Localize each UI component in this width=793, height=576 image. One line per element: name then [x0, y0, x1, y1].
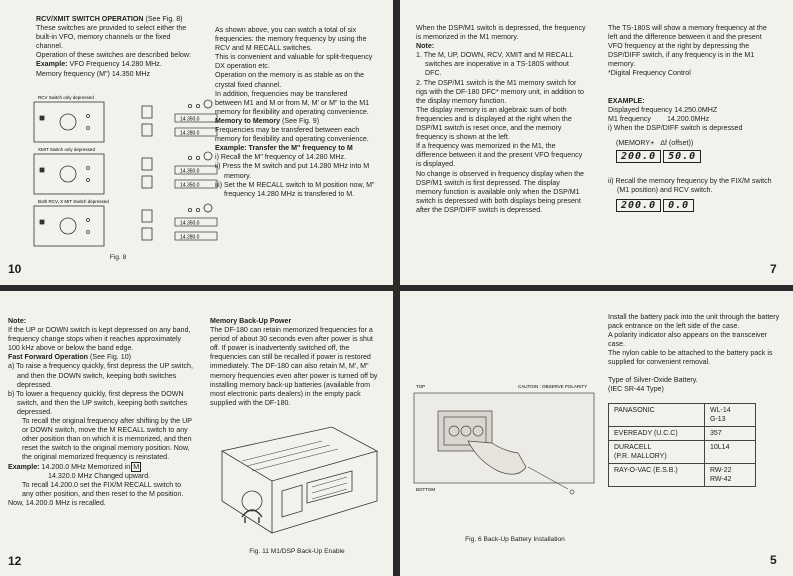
backup-heading: Memory Back-Up Power [210, 317, 292, 325]
p12-example-line2: 14.320.0 MHz Changed upward. [48, 471, 151, 480]
rcv-xmit-intro: These switches are provided to select either the built-in VFO, memory channels or the fixed channel. [36, 24, 187, 51]
p5-nylon-text: The nylon cable to be attached to the battery pack is supplied for convenient removal. [608, 349, 773, 367]
fig8-lcd-5: 14.350.0 [180, 220, 200, 227]
p12-example-line3: To recall 14.200.0 set the FIX/M RECALL switch to any other position, and then reset to the M position. [22, 480, 184, 498]
ffo-ref: (See Fig. 10) [90, 353, 132, 362]
p7-lcd-1b: 50.0 [663, 150, 701, 163]
p7-step-2: ii) Recall the memory frequency by the FIX/M switch (M1 position) and RCV switch. [608, 177, 772, 195]
p7-note-1: 1. The M, UP, DOWN, RCV, XMIT and M RECALL switches are inoperative in a TS-180S without DFC. [416, 51, 574, 78]
page-number-7: 7 [770, 262, 777, 276]
p12-example-line4: Now, 14.200.0 MHz is recalled. [8, 498, 106, 507]
m2m-heading: Memory to Memory [215, 116, 281, 125]
p5-type-sub: (IEC SR-44 Type) [608, 384, 664, 393]
ffo-step-c: To recall the original frequency after shifting by the UP or DOWN switch, move the M RECALL switch to any other position than on which it is memorized, and then reset the switch to the original memory position. Now, the original memorized frequency is reinstated. [22, 417, 192, 462]
battery-brand: PANASONIC [609, 404, 705, 427]
p5-install-text: Install the battery pack into the unit through the battery pack entrance on the left side of the case. [608, 313, 780, 331]
fig8-lcd-4: 14.350.0 [180, 182, 200, 189]
fig6-top-label: TOP [416, 384, 426, 389]
page-number-5: 5 [770, 553, 777, 567]
battery-row [609, 464, 756, 487]
page-number-10: 10 [8, 262, 22, 276]
transfer-step-3: iii) Set the M RECALL switch to M position now, M" frequency 14.280 MHz is transfered to M. [215, 180, 375, 198]
battery-model: 357 [705, 427, 756, 441]
p7-m1-value: 14.200.0MHz [666, 114, 710, 123]
page5-right-column [608, 313, 780, 394]
ffo-step-a: a) To raise a frequency quickly, first depress the UP switch, and then the DOWN switch, keeping both switches depressed. [8, 362, 193, 389]
fig8-lcd-6: 14.280.0 [180, 234, 200, 241]
battery-model: WL-14 G-13 [705, 404, 756, 427]
fig6-caution-label: CAUTION : OBSERVE POLARITY [518, 384, 588, 389]
p10-right-para-1: As shown above, you can watch a total of six frequencies: the memory frequency by using the RCV and M RECALL switches. [215, 26, 367, 53]
p7-body-2: If a frequency was memorized in the M1, the difference between it and the present VFO frequency is displayed. [416, 142, 583, 169]
p7-m1-label: M1 frequency [608, 114, 651, 123]
battery-model: 10L14 [705, 441, 756, 464]
p12-example-box: M [133, 462, 140, 471]
page-7 [400, 0, 793, 285]
p7-displayed-value: 14.250.0MHZ [674, 105, 718, 114]
fig11-illustration [212, 421, 382, 539]
p7-example-label: EXAMPLE: [608, 96, 645, 105]
example-memory: Memory frequency (M") 14.350 MHz [36, 69, 151, 78]
page7-right-column [608, 24, 778, 212]
p7-col2-intro: The TS-180S will show a memory frequency at the left and the difference between it and the present VFO frequency at the right by depressing the DSP/DIFF switch, if any frequency is in the M1 memory. [608, 24, 767, 69]
p7-footnote: *Digital Frequency Control [608, 69, 691, 78]
transfer-step-1: i) Recall the M" frequency of 14.280 MHz. [215, 153, 347, 162]
p7-body-1: The display memory is an algebraic sum of both frequencies and is displayed at the right when the DSP/M1 switch is reset once, and the memory frequency is shown at the left. [416, 105, 572, 142]
page-number-12: 12 [8, 554, 22, 568]
example-label: Example: [36, 60, 68, 69]
page7-left-column [416, 24, 586, 215]
p7-body-3: No change is observed in frequency display when the DSP/M1 switch is first depressed. The display memory function is available only when the DSP/M1 switch is depressed with both displays being present after the DSP/DIFF switch is depressed. [416, 169, 584, 214]
p7-note-label: Note: [416, 42, 435, 51]
battery-brand: EVEREADY (U.C.C) [609, 427, 705, 441]
battery-brand: RAY-O-VAC (E.S.B.) [609, 464, 705, 487]
p7-offset-label: Δf (offset)) [660, 138, 694, 147]
rcv-xmit-heading: RCV/XMIT SWITCH OPERATION [36, 15, 144, 23]
fig8-label-1: RCV Switch only depressed [38, 95, 94, 100]
ffo-heading: Fast Forward Operation [8, 353, 89, 362]
p5-polarity-text: A polarity indicator also appears on the transceiver case. [608, 331, 767, 349]
fig6-caption: Fig. 6 Back-Up Battery Installation [465, 536, 565, 543]
p12-example-line1: 14.200.0 MHz Memorized in [41, 462, 131, 471]
p7-intro: When the DSP/M1 switch is depressed, the frequency is memorized in the M1 memory. [416, 24, 586, 42]
p5-type-label: Type of Silver-Oxide Battery. [608, 375, 698, 384]
rcv-xmit-intro2: Operation of these switches are described below: [36, 51, 191, 60]
p10-right-para-4: In addition, frequencies may be transfered between M1 and M or from M, M' or M" to the M1 memory for flexibility and operating convenience. [215, 89, 370, 116]
m2m-text: Frequencies may be transfered between each memory for flexibility and operating convenience. [215, 126, 369, 144]
fig11-caption: Fig. 11 M1/DSP Back-Up Enable [249, 548, 345, 555]
fig6-bottom-label: BOTTOM [416, 487, 436, 492]
fig8-lcd-1: 14.350.0 [180, 116, 200, 123]
battery-row [609, 404, 756, 427]
page-5 [400, 291, 793, 576]
fig8-caption: Fig. 8 [109, 254, 127, 261]
p7-note-2: 2. The DSP/M1 switch is the M1 memory switch for rigs with the DF-180 DFC* memory unit, in addition to the display memory function. [416, 78, 584, 105]
fig8-label-3: Both RCV, X MIT Switch depressed [38, 199, 109, 204]
p12-note-text: If the UP or DOWN switch is kept depressed on any band, frequency change stops when it reaches approximately 100 kHz above or below the band edge. [8, 326, 191, 353]
page10-right-column [215, 26, 375, 199]
page12-left-column [8, 317, 194, 508]
p7-lcd-2b: 0.0 [663, 199, 694, 212]
p7-memory-label: (MEMORY+ [616, 138, 655, 147]
m2m-ref: (See Fig. 9) [282, 116, 320, 125]
ffo-step-b: b) To lower a frequency quickly, first depress the DOWN switch, and then the UP switch, keeping both switches depressed. [8, 389, 188, 416]
rcv-xmit-ref: (See Fig. 8) [145, 15, 183, 23]
fig8-lcd-2: 14.280.0 [180, 130, 200, 137]
fig6-illustration [408, 371, 608, 521]
battery-row [609, 427, 756, 441]
example-vfo: VFO Frequency 14.280 MHz. [69, 60, 162, 69]
p7-displayed-label: Displayed frequency [608, 105, 673, 114]
transfer-heading: Example: Transfer the M" frequency to M [215, 144, 353, 153]
p7-step-1: i) When the DSP/DIFF switch is depressed [608, 123, 743, 132]
battery-model: RW-22 RW-42 [705, 464, 756, 487]
fig8-switch-diagram [30, 92, 240, 252]
p10-right-para-2: This is convenient and valuable for split-frequency DX operation etc. [215, 53, 373, 71]
p12-example-label: Example: [8, 462, 40, 471]
page-12 [0, 291, 393, 576]
battery-row [609, 441, 756, 464]
p7-lcd-1a: 200.0 [616, 150, 661, 163]
backup-text: The DF-180 can retain memorized frequencies for a period of about 30 seconds even after power is shut off. If power is inadvertently switched off, the frequencies can still be recalled if power is restored immediately. The DF-180 can also retain M, M', M" memory frequencies even after power is turned off by installing memory back-up batteries (available from most electronic parts dealers) in the empty pack supplied with the DF-180. [210, 326, 378, 407]
fig8-label-2: XMIT Switch only depressed [38, 147, 95, 152]
transfer-step-2: ii) Press the M switch and put 14.280 MHz into M memory. [215, 162, 370, 180]
page12-right-column [210, 317, 380, 408]
fig8-lcd-3: 14.350.0 [180, 168, 200, 175]
p7-lcd-2a: 200.0 [616, 199, 661, 212]
p12-note-label: Note: [8, 317, 27, 325]
battery-table [608, 403, 756, 487]
page10-left-column [36, 15, 196, 79]
page-10 [0, 0, 393, 285]
p10-right-para-3: Operation on the memory is as stable as on the crystal fixed channel. [215, 71, 365, 89]
battery-brand: DURACELL (P.R. MALLORY) [609, 441, 705, 464]
